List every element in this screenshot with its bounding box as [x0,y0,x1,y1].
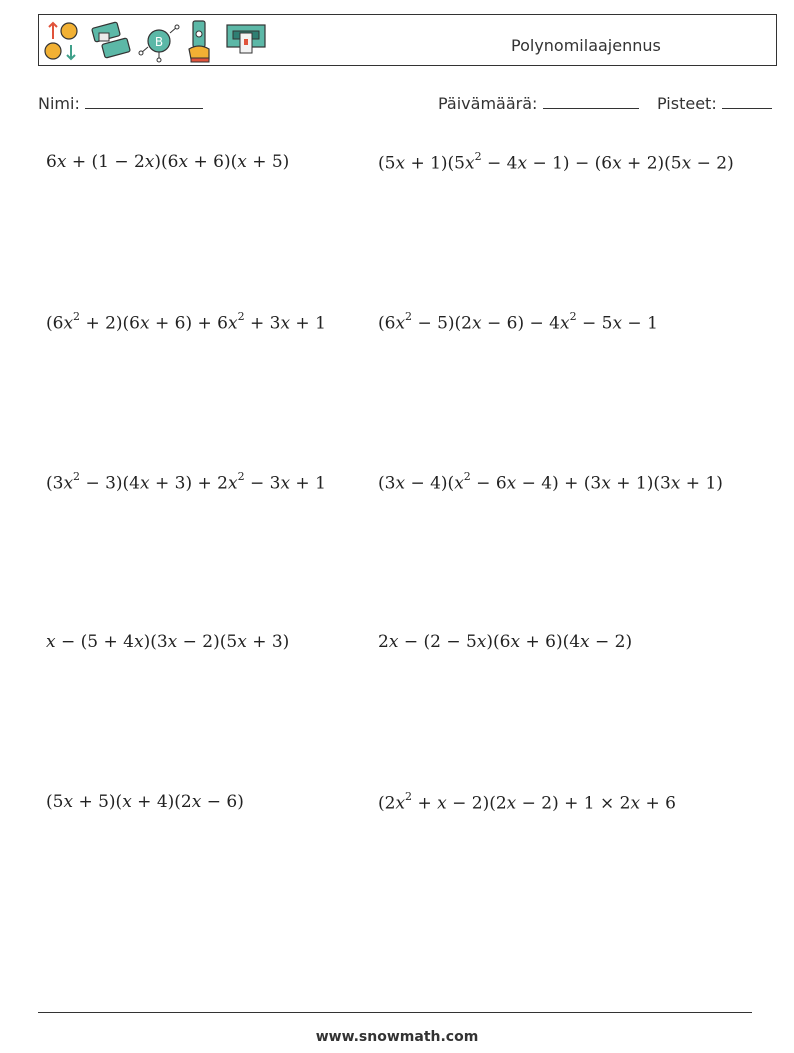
bitcoin-network-icon [137,19,181,63]
problem-5: $(3x^2 - 3)(4x + 3) + 2x^2 - 3x + 1$ [46,470,326,494]
variable-x: x [395,473,406,494]
exponent: 2 [463,470,471,483]
variable-x: x [133,632,144,652]
variable-x: x [395,793,406,814]
exponent: 2 [237,310,245,323]
variable-x: x [395,313,406,334]
variable-x: x [237,632,247,652]
variable-x: x [140,313,150,334]
problem-4: $(6x^2 - 5)(2x - 6) - 4x^2 - 5x - 1$ [378,310,658,334]
problem-7: x − (5 + 4x)(3x − 2)(5x + 3) [46,632,290,652]
variable-x: x [227,313,238,334]
problem-1: 6x + (1 − 2x)(6x + 6)(x + 5) [46,152,290,172]
variable-x: x [670,473,681,494]
variable-x: x [395,153,406,174]
exponent: 2 [474,150,482,163]
variable-x: x [237,152,247,172]
exponent: 2 [405,790,413,803]
problem-3: $(6x^2 + 2)(6x + 6) + 6x^2 + 3x + 1$ [46,310,326,334]
variable-x: x [167,632,178,652]
footer-divider [38,1012,752,1013]
variable-x: x [388,632,399,652]
variable-x: x [56,152,67,172]
page-title: Polynomilaajennus [511,36,661,55]
variable-x: x [601,473,611,494]
variable-x: x [454,473,464,494]
variable-x: x [63,792,74,812]
variable-x: x [559,313,570,334]
footer-site: www.snowmath.com [315,1029,479,1045]
exponent: 2 [73,470,81,483]
variable-x: x [178,152,189,172]
variable-x: x [630,793,641,814]
hand-phone-payment-icon [185,19,215,63]
variable-x: x [612,313,623,334]
name-label: Nimi: [38,94,80,113]
banknotes-icon [89,19,133,63]
variable-x: x [280,313,291,334]
problem-2: $(5x + 1)(5x^2 - 4x - 1) - (6x + 2)(5x - 2)$ [378,150,734,174]
variable-x: x [280,473,291,494]
variable-x: x [472,313,482,334]
variable-x: x [144,152,155,172]
variable-x: x [191,792,202,812]
date-blank-line [543,94,639,109]
currency-exchange-icon [43,19,83,63]
score-blank-line [722,94,772,109]
exponent: 2 [237,470,245,483]
variable-x: x [612,153,622,174]
problem-9: (5x + 5)(x + 4)(2x − 6) [46,792,244,812]
date-field [438,94,639,113]
problem-8: 2x − (2 − 5x)(6x + 6)(4x − 2) [378,632,633,652]
exponent: 2 [569,310,577,323]
variable-x: x [476,632,487,652]
variable-x: x [63,313,74,334]
exponent: 2 [405,310,413,323]
variable-x: x [227,473,238,494]
name-blank-line [85,94,203,109]
exponent: 2 [73,310,81,323]
header-box [38,14,777,66]
variable-x: x [122,792,132,812]
variable-x: x [63,473,74,494]
date-label: Päivämäärä: [438,94,538,113]
problem-6: $(3x - 4)(x^2 - 6x - 4) + (3x + 1)(3x + 1)$ [378,470,723,494]
problem-10: $(2x^2 + x - 2)(2x - 2) + 1 \times 2x + 6$ [378,790,676,814]
variable-x: x [580,632,590,652]
score-label: Pisteet: [657,94,717,113]
variable-x: x [465,153,475,174]
variable-x: x [140,473,150,494]
variable-x: x [517,153,528,174]
variable-x: x [510,632,521,652]
atm-card-icon [223,19,269,63]
variable-x: x [46,632,56,652]
variable-x: x [681,153,692,174]
score-field [657,94,772,113]
variable-x: x [506,793,517,814]
variable-x: x [437,793,447,814]
name-field [38,94,203,113]
svg-text:B: B [154,35,164,49]
variable-x: x [506,473,517,494]
